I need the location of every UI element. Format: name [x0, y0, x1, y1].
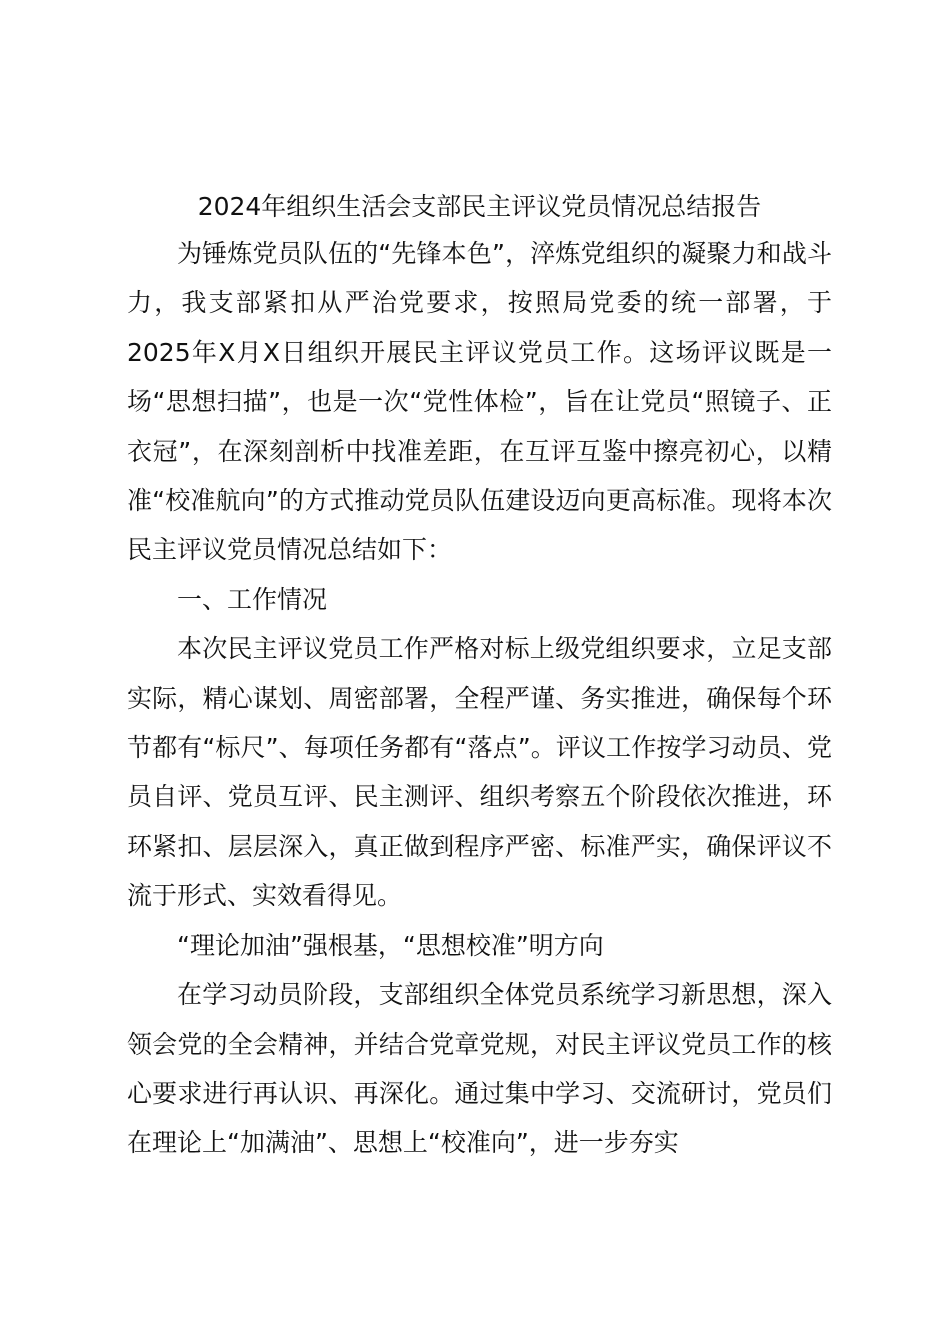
document-title: 2024年组织生活会支部民主评议党员情况总结报告	[197, 192, 762, 221]
document-page	[127, 0, 832, 1344]
section-heading-work-situation: 一、工作情况	[177, 584, 328, 614]
paragraph-work-overview: 本次民主评议党员工作严格对标上级党组织要求，立足支部实际，精心谋划、周密部署，全程严谨、务实推进，确保每个环节都有“标尺”、每项任务都有“落点”。评议工作按学习动员、党员自评、党员互评、民主测评、组织考察五个阶段依次推进，环环紧扣、层层深入，真正做到程序严密、标准严实，确保评议不流于形式、实效看得见。	[127, 634, 832, 911]
paragraph-intro: 为锤炼党员队伍的“先锋本色”，淬炼党组织的凝聚力和战斗力，我支部紧扣从严治党要求，按照局党委的统一部署，于2025年X月X日组织开展民主评议党员工作。这场评议既是一场“思想扫描”，也是一次“党性体检”，旨在让党员“照镜子、正衣冠”，在深刻剖析中找准差距，在互评互鉴中擦亮初心，以精准“校准航向”的方式推动党员队伍建设迈向更高标准。现将本次民主评议党员情况总结如下：	[127, 239, 832, 565]
subheading-theory-and-thought: “理论加油”强根基，“思想校准”明方向	[177, 930, 604, 960]
paragraph-study-mobilization: 在学习动员阶段，支部组织全体党员系统学习新思想，深入领会党的全会精神，并结合党章党规，对民主评议党员工作的核心要求进行再认识、再深化。通过集中学习、交流研讨，党员们在理论上“加满油”、思想上“校准向”，进一步夯实	[127, 980, 832, 1158]
document-body	[127, 229, 832, 1168]
